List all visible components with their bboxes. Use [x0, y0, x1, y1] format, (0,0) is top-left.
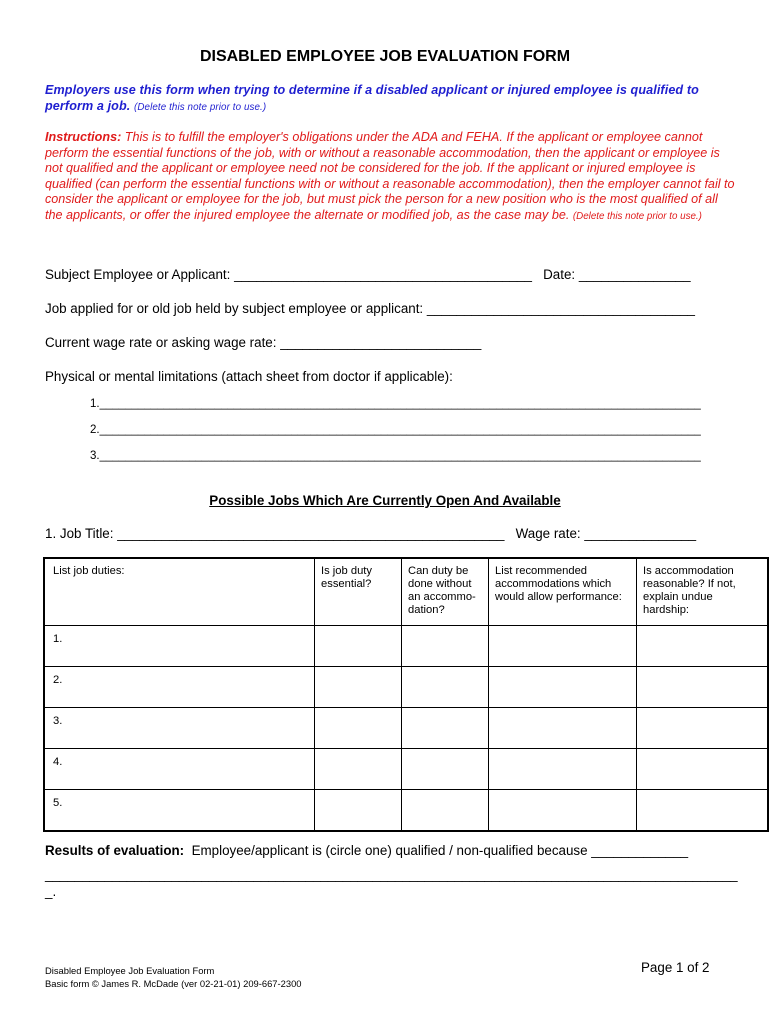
results-section	[45, 843, 688, 858]
page-number: Page 1 of 2	[641, 960, 710, 975]
accommodation-cell[interactable]	[489, 790, 637, 832]
reasonable-cell[interactable]	[637, 626, 769, 667]
without-accommodation-cell[interactable]	[402, 667, 489, 708]
footer-form-name: Disabled Employee Job Evaluation Form	[45, 965, 215, 976]
job-applied-field[interactable]: Job applied for or old job held by subject employee or applicant: ____________________________________	[45, 301, 695, 316]
instructions-text: This is to fulfill the employer's obligations under the ADA and FEHA. If the applicant or employee cannot perform the essential functions of the job, with or without a reasonable accommodation, then the applicant or employee is not qualified and the applicant or employee need not be considered for the job. If the applicant or injured employee is qualified (can perform the essential functions with or without a reasonable accommodation), then the employer cannot fail to consider the applicant or employee for the job, but must pick the person for a new position who is the most qualified of all the applicants, or offer the injured employee the alternate or modified job, as the case may be.	[45, 130, 735, 222]
limitation-line-2[interactable]: 2.______________________________________________________________________________________________	[90, 424, 701, 436]
without-accommodation-cell[interactable]	[402, 790, 489, 832]
essential-cell[interactable]	[315, 667, 402, 708]
duty-cell[interactable]: 5.	[44, 790, 315, 832]
accommodation-cell[interactable]	[489, 708, 637, 749]
instructions-lead: Instructions:	[45, 130, 122, 144]
header-essential: Is job duty essential?	[315, 558, 402, 626]
essential-cell[interactable]	[315, 790, 402, 832]
jobs-heading: Possible Jobs Which Are Currently Open And Available	[209, 493, 561, 508]
without-accommodation-cell[interactable]	[402, 749, 489, 790]
employer-note	[45, 82, 725, 116]
essential-cell[interactable]	[315, 749, 402, 790]
footer-info	[45, 964, 302, 990]
instructions-delete-note: (Delete this note prior to use.)	[572, 210, 702, 222]
limitations-label: Physical or mental limitations (attach sheet from doctor if applicable):	[45, 369, 453, 384]
without-accommodation-cell[interactable]	[402, 626, 489, 667]
table-row	[44, 749, 768, 790]
employer-note-delete: (Delete this note prior to use.)	[133, 102, 267, 113]
reasonable-cell[interactable]	[637, 667, 769, 708]
table-row	[44, 667, 768, 708]
employer-note-text: Employers use this form when trying to determine if a disabled applicant or injured employee is qualified to perform a job.	[45, 83, 699, 113]
instructions	[45, 130, 735, 225]
essential-cell[interactable]	[315, 626, 402, 667]
table-row	[44, 626, 768, 667]
duty-cell[interactable]: 4.	[44, 749, 315, 790]
header-job-duties: List job duties:	[44, 558, 315, 626]
essential-cell[interactable]	[315, 708, 402, 749]
subject-field[interactable]: Subject Employee or Applicant: ________________________________________ Date: _______________	[45, 267, 691, 282]
limitation-line-1[interactable]: 1.______________________________________________________________________________________________	[90, 398, 701, 410]
accommodation-cell[interactable]	[489, 626, 637, 667]
job-title-field[interactable]: 1. Job Title: ____________________________________________________ Wage rate: _______________	[45, 526, 697, 541]
duty-cell[interactable]: 3.	[44, 708, 315, 749]
duty-cell[interactable]: 2.	[44, 667, 315, 708]
duty-cell[interactable]: 1.	[44, 626, 315, 667]
reasonable-cell[interactable]	[637, 708, 769, 749]
without-accommodation-cell[interactable]	[402, 708, 489, 749]
reasonable-cell[interactable]	[637, 749, 769, 790]
results-line-2[interactable]: _____________________________________________________________________________________________	[45, 867, 738, 882]
header-recommended-accommodations: List recommended accommodations which would allow performance:	[489, 558, 637, 626]
header-without-accommodation: Can duty be done without an accommo-dation?	[402, 558, 489, 626]
results-label: Results of evaluation:	[45, 843, 185, 858]
accommodation-cell[interactable]	[489, 667, 637, 708]
table-header-row	[44, 558, 768, 626]
reasonable-cell[interactable]	[637, 790, 769, 832]
footer-copyright: Basic form © James R. McDade (ver 02-21-01) 209-667-2300	[45, 978, 302, 989]
table-row	[44, 790, 768, 832]
form-title: DISABLED EMPLOYEE JOB EVALUATION FORM	[199, 48, 571, 65]
limitation-line-3[interactable]: 3.______________________________________________________________________________________________	[90, 450, 701, 462]
accommodation-cell[interactable]	[489, 749, 637, 790]
results-text[interactable]: Employee/applicant is (circle one) qualified / non-qualified because _____________	[184, 843, 689, 858]
job-duties-table	[43, 557, 769, 832]
table-row	[44, 708, 768, 749]
wage-field[interactable]: Current wage rate or asking wage rate: ___________________________	[45, 335, 482, 350]
header-reasonable: Is accommodation reasonable? If not, explain undue hardship:	[637, 558, 769, 626]
results-line-3[interactable]: _.	[45, 884, 57, 899]
